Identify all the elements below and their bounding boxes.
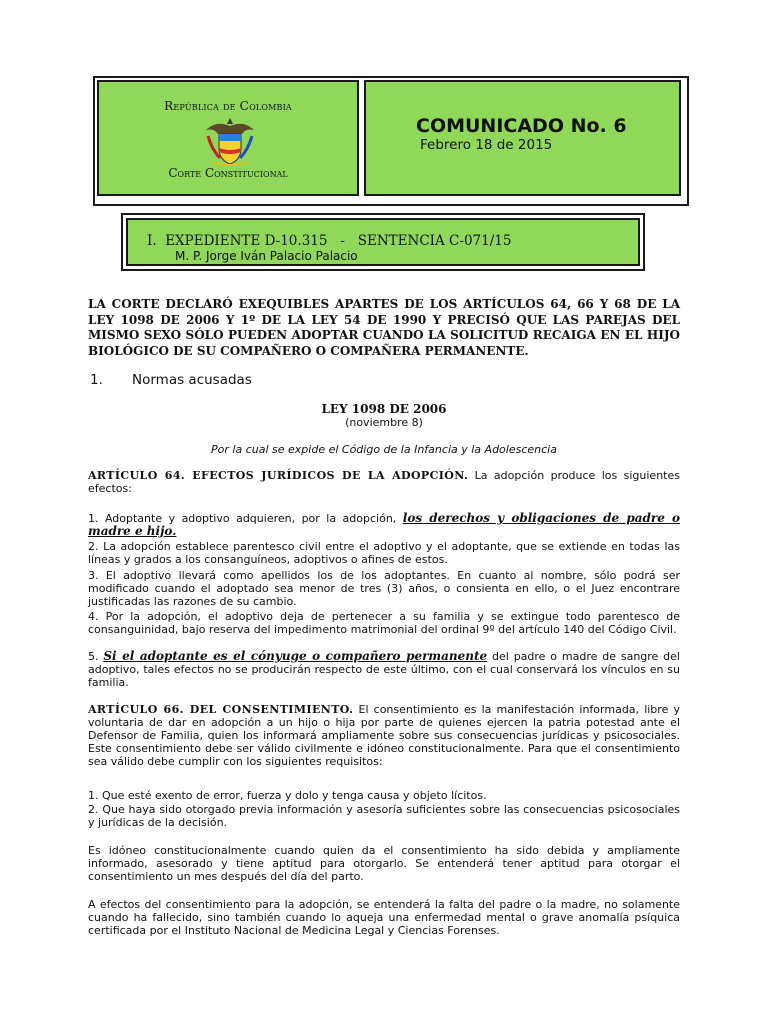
art64-item1-emphasis: los derechos y obligaciones de padre o madre e hijo. [88, 511, 680, 538]
art66-intro [88, 703, 680, 768]
art66-heading: ARTÍCULO 66. DEL CONSENTIMIENTO. [88, 703, 354, 716]
section-number: 1. [90, 372, 103, 388]
ley-title: LEY 1098 DE 2006 [321, 402, 447, 416]
art64-item5 [88, 650, 680, 689]
art66-paragraph3: A efectos del consentimiento para la adopción, se entenderá la falta del padre o la madre, no solamente cuando ha fallecido, sino también cuando lo aqueja una enfermedad mental o grave anomalía psíquica certificada por el Instituto Nacional de Medicina Legal y Ciencias Forenses. [88, 898, 680, 937]
art64-intro-text: La adopción produce los siguientes efectos: [88, 469, 680, 495]
decision-summary: LA CORTE DECLARÓ EXEQUIBLES APARTES DE LOS ARTÍCULOS 64, 66 Y 68 DE LA LEY 1098 DE 2006 Y 1º DE LA LEY 54 DE 1990 Y PRECISÓ QUE LAS PAREJAS DEL MISMO SEXO SÓLO PUEDEN ADOPTAR CUANDO LA SOLICITUD RECAIGA EN EL HIJO BIOLÓGICO DE SU COMPAÑERO O COMPAÑERA PERMANENTE. [88, 297, 680, 358]
art64-item5-text: del padre o madre de sangre del adoptivo, tales efectos no se producirán respecto de este último, con el cual conservará los vínculos en su familia. [88, 650, 680, 689]
art66-req2: 2. Que haya sido otorgado previa información y asesoría suficientes sobre las consecuencias psicosociales y jurídicas de la decisión. [88, 803, 680, 829]
institution-box [97, 80, 359, 196]
art66-intro-text: El consentimiento es la manifestación informada, libre y voluntaria de dar en adopción a un hijo o hija por parte de quienes ejercen la patria potestad ante el Defensor de Familia, quien los informará ampliamente sobre sus consecuencias jurídicas y psicosociales. Este consentimiento debe ser válido civilmente e idóneo constitucionalmente. Para que el consentimiento sea válido debe cumplir con los siguientes requisitos: [88, 703, 680, 768]
art66-req1: 1. Que esté exento de error, fuerza y dolo y tenga causa y objeto lícitos. [88, 789, 487, 802]
art64-heading: ARTÍCULO 64. EFECTOS JURÍDICOS DE LA ADOPCIÓN. [88, 469, 469, 482]
art64-intro [88, 469, 680, 495]
art64-item2: 2. La adopción establece parentesco civil entre el adoptivo y el adoptante, que se extiende en todas las líneas y grados a los consanguíneos, adoptivos o afines de estos. [88, 540, 680, 566]
expediente-title: I. EXPEDIENTE D-10.315 - SENTENCIA C-071/15 [147, 233, 512, 249]
ley-subtitle: Por la cual se expide el Código de la Infancia y la Adolescencia [211, 443, 557, 456]
coat-of-arms-icon [202, 116, 258, 166]
ley-date: (noviembre 8) [345, 416, 423, 429]
art66-paragraph2: Es idóneo constitucionalmente cuando quien da el consentimiento ha sido debida y ampliamente informado, asesorado y tiene aptitud para otorgarlo. Se entenderá tener aptitud para otorgar el consentimiento un mes después del día del parto. [88, 844, 680, 883]
comunicado-date: Febrero 18 de 2015 [420, 137, 553, 153]
corte-label: Corte Constitucional [168, 166, 288, 180]
republica-label: República de Colombia [164, 99, 292, 113]
comunicado-box [364, 80, 681, 196]
section-heading [90, 372, 252, 388]
art64-item1-text: 1. Adoptante y adoptivo adquieren, por la adopción, [88, 512, 403, 525]
section-title: Normas acusadas [132, 372, 252, 388]
art64-item3: 3. El adoptivo llevará como apellidos los de los adoptantes. En cuanto al nombre, sólo podrá ser modificado cuando el adoptado sea menor de tres (3) años, o consienta en ello, o el Juez encontrare justificadas las razones de su cambio. [88, 569, 680, 608]
expediente-box [126, 218, 640, 266]
art64-item1 [88, 512, 680, 538]
magistrado-ponente: M. P. Jorge Iván Palacio Palacio [175, 249, 358, 263]
comunicado-title: COMUNICADO No. 6 [416, 115, 627, 137]
art64-item4: 4. Por la adopción, el adoptivo deja de pertenecer a su familia y se extingue todo parentesco de consanguinidad, bajo reserva del impedimento matrimonial del ordinal 9º del artículo 140 del Código Civil. [88, 610, 680, 636]
art64-item5-number: 5. [88, 650, 104, 663]
art64-item5-emphasis: Si el adoptante es el cónyuge o compañero permanente [103, 649, 488, 663]
